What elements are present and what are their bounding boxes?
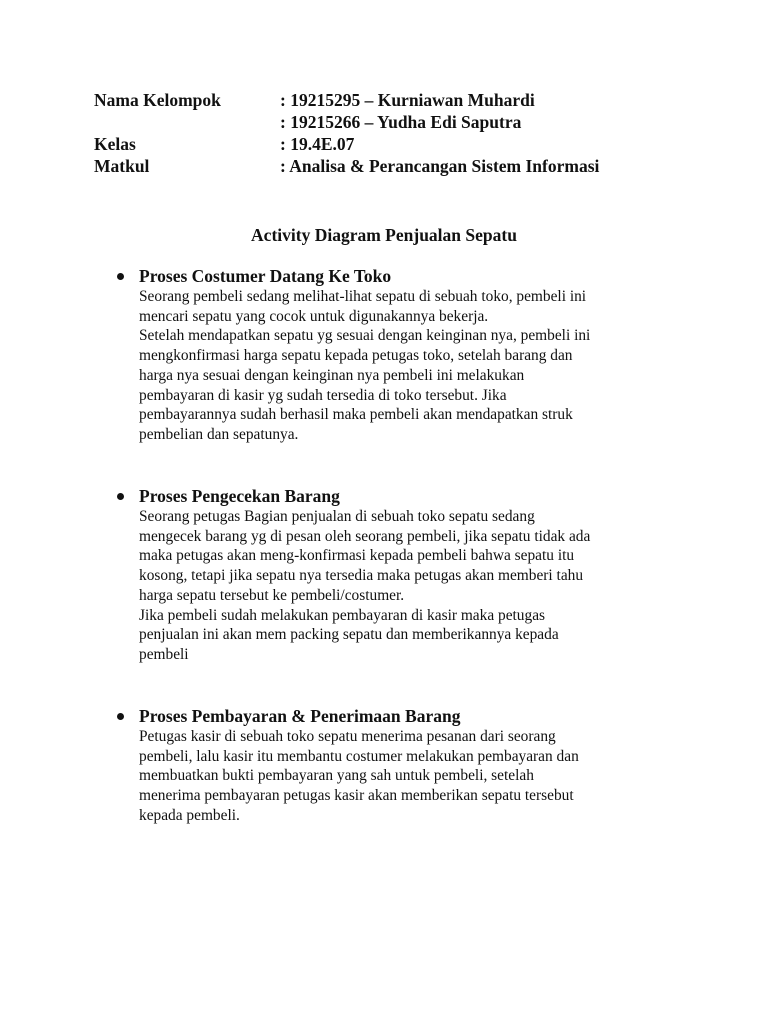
header-row-member <box>94 111 521 133</box>
paragraph-line: penjualan ini akan mem packing sepatu dan memberikannya kepada <box>139 626 559 644</box>
bullet-icon <box>117 273 124 280</box>
paragraph-line: pembelian dan sepatunya. <box>139 425 299 443</box>
header-value: : 19215295 – Kurniawan Muhardi <box>280 90 535 110</box>
paragraph-line: kepada pembeli. <box>139 806 240 824</box>
paragraph-line: pembayaran di kasir yg sudah tersedia di toko tersebut. Jika <box>139 386 507 404</box>
section-payment-receipt <box>117 705 677 826</box>
paragraph-line: Seorang petugas Bagian penjualan di sebuah toko sepatu sedang <box>139 508 535 525</box>
section-stock-check <box>117 485 677 665</box>
paragraph-line: membuatkan bukti pembayaran yang sah untuk pembeli, setelah <box>139 767 534 785</box>
header-label: Matkul <box>94 156 150 176</box>
header-label: Kelas <box>94 134 136 154</box>
section-heading: Proses Pembayaran & Penerimaan Barang <box>139 706 461 726</box>
header-row-course <box>94 155 599 177</box>
header-row-class <box>94 133 354 155</box>
paragraph-line: Petugas kasir di sebuah toko sepatu menerima pesanan dari seorang <box>139 728 556 745</box>
paragraph-line: harga sepatu tersebut ke pembeli/costumer. <box>139 586 405 604</box>
paragraph-line: mencari sepatu yang cocok untuk digunakannya bekerja. <box>139 307 489 325</box>
header-row-group <box>94 89 535 111</box>
paragraph-line: mengecek barang yg di pesan oleh seorang pembeli, jika sepatu tidak ada <box>139 527 591 545</box>
paragraph-line: pembeli <box>139 645 189 663</box>
paragraph-line: menerima pembayaran petugas kasir akan memberikan sepatu tersebut <box>139 787 574 805</box>
section-heading: Proses Pengecekan Barang <box>139 486 340 506</box>
paragraph-line: kosong, tetapi jika sepatu nya tersedia maka petugas akan memberi tahu <box>139 567 584 585</box>
paragraph-line: pembeli, lalu kasir itu membantu costumer melakukan pembayaran dan <box>139 747 579 765</box>
paragraph-line: Jika pembeli sudah melakukan pembayaran di kasir maka petugas <box>139 606 546 624</box>
paragraph-line: Setelah mendapatkan sepatu yg sesuai dengan keinginan nya, pembeli ini <box>139 327 591 345</box>
header-value: : 19215266 – Yudha Edi Saputra <box>280 112 522 132</box>
paragraph-line: mengkonfirmasi harga sepatu kepada petugas toko, setelah barang dan <box>139 347 573 365</box>
header-value: : Analisa & Perancangan Sistem Informasi <box>280 156 600 176</box>
paragraph-line: maka petugas akan meng-konfirmasi kepada pembeli bahwa sepatu itu <box>139 547 575 565</box>
bullet-icon <box>117 493 124 500</box>
paragraph-line: pembayarannya sudah berhasil maka pembeli akan mendapatkan struk <box>139 406 573 424</box>
header-value: : 19.4E.07 <box>280 134 355 154</box>
bullet-icon <box>117 713 124 720</box>
paragraph-line: harga nya sesuai dengan keinginan nya pembeli ini melakukan <box>139 366 525 384</box>
document-title: Activity Diagram Penjualan Sepatu <box>251 225 517 245</box>
section-heading: Proses Costumer Datang Ke Toko <box>139 266 392 286</box>
section-customer-arrival <box>117 265 677 445</box>
header-label: Nama Kelompok <box>94 90 221 110</box>
paragraph-line: Seorang pembeli sedang melihat-lihat sepatu di sebuah toko, pembeli ini <box>139 288 587 305</box>
